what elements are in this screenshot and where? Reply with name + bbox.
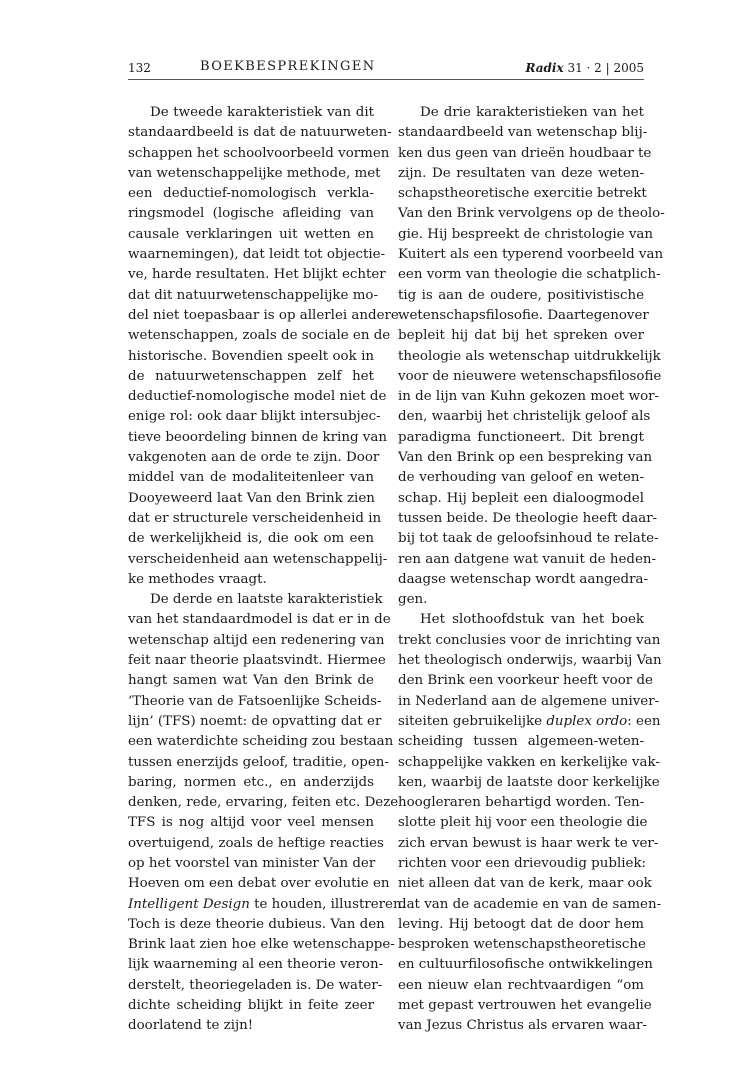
text-line: in de lijn van Kuhn gekozen moet wor-: [398, 389, 660, 405]
text-line: vakgenoten aan de orde te zijn. Door: [128, 450, 380, 466]
text-line: wetenschapsfilosofie. Daartegenover: [398, 307, 649, 323]
text-line: schap. Hij bepleit een dialoogmodel: [398, 490, 644, 506]
text-line: dat dit natuurwetenschappelijke mo-: [128, 287, 378, 303]
text-line: en cultuurfilosofische ontwikkelingen: [398, 957, 653, 973]
text-line: van Jezus Christus als ervaren waar-: [398, 1018, 647, 1034]
text-line: wetenschap altijd een redenering van: [128, 632, 385, 648]
text-line: De tweede karakteristiek van dit: [150, 105, 374, 120]
text-line: lijk waarneming al een theorie veron-: [128, 957, 384, 973]
text-line: De derde en laatste karakteristiek: [150, 592, 383, 608]
section-title: BOEKBESPREKINGEN: [200, 59, 376, 74]
text-line: bij tot taak de geloofsinhoud te relate-: [398, 531, 659, 547]
text-line: dat van de academie en van de samen-: [398, 896, 662, 912]
text-line: derstelt, theoriegeladen is. De water-: [128, 977, 383, 993]
text-line: slotte pleit hij voor een theologie die: [398, 815, 648, 831]
text-line: baring, normen etc., en anderzijds: [128, 774, 374, 790]
text-line: den Brink een voorkeur heeft voor de: [398, 673, 653, 689]
text-line: dichte scheiding blijkt in feite zeer: [128, 998, 374, 1014]
text-line: schappelijke vakken en kerkelijke vak-: [398, 754, 660, 770]
text-line: van het standaardmodel is dat er in de: [128, 612, 391, 628]
text-line: een nieuw elan rechtvaardigen “om: [398, 977, 644, 993]
text-line: gie. Hij bespreekt de christologie van: [398, 226, 654, 242]
text-line: de natuurwetenschappen zelf het: [128, 368, 374, 384]
right-column: [398, 103, 665, 1037]
journal-issue: 31 · 2 | 2005: [567, 61, 644, 75]
text-line: een deductief-nomologisch verkla-: [128, 186, 374, 202]
text-line: lijn’ (TFS) noemt: de opvatting dat er: [128, 713, 382, 729]
text-line: deductief-nomologische model niet de: [128, 389, 387, 405]
text-line: in Nederland aan de algemene univer-: [398, 693, 660, 709]
text-line: ken, waarbij de laatste door kerkelijke: [398, 774, 660, 790]
text-line: denken, rede, ervaring, feiten etc. Deze: [128, 795, 399, 811]
text-line: besproken wetenschapstheoretische: [398, 937, 646, 953]
text-line: op het voorstel van minister Van der: [128, 855, 376, 871]
italic-term: duplex ordo: [546, 713, 628, 729]
text-line: ren aan datgene wat vanuit de heden-: [398, 551, 657, 567]
text-line: schapstheoretische exercitie betrekt: [398, 186, 647, 202]
journal-reference: [525, 61, 644, 75]
journal-name: Radix: [525, 61, 564, 75]
text-line: zijn. De resultaten van deze weten-: [398, 165, 644, 181]
text-line: niet alleen dat van de kerk, maar ook: [398, 876, 652, 892]
text-line: enige rol: ook daar blijkt intersubjec-: [128, 409, 381, 425]
text-line: causale verklaringen uit wetten en: [128, 226, 374, 242]
text-line: hoogleraren behartigd worden. Ten-: [398, 795, 645, 811]
text-line: ‘Theorie van de Fatsoenlijke Scheids-: [128, 693, 382, 709]
text-line: Hoeven om een debat over evolutie en: [128, 876, 390, 892]
text-fragment: te houden, illustreren.: [249, 896, 406, 912]
text-line: met gepast vertrouwen het evangelie: [398, 998, 652, 1014]
text-line: overtuigend, zoals de heftige reacties: [128, 835, 384, 851]
text-line: verscheidenheid aan wetenschappelij-: [128, 551, 388, 567]
text-line: ve, harde resultaten. Het blijkt echter: [128, 267, 386, 283]
text-line: Van den Brink vervolgens op de theolo-: [398, 206, 665, 222]
text-line: het theologisch onderwijs, waarbij Van: [398, 653, 662, 669]
text-line: TFS is nog altijd voor veel mensen: [128, 815, 374, 831]
text-line: van wetenschappelijke methode, met: [128, 165, 381, 181]
text-line: richten voor een drievoudig publiek:: [398, 855, 647, 871]
text-line: middel van de modaliteitenleer van: [128, 470, 374, 486]
text-line: de werkelijkheid is, die ook om een: [128, 531, 374, 547]
text-line: trekt conclusies voor de inrichting van: [398, 632, 661, 648]
text-line: den, waarbij het christelijk geloof als: [398, 409, 651, 425]
text-line: feit naar theorie plaatsvindt. Hiermee: [128, 653, 386, 669]
text-fragment: siteiten gebruikelijke: [398, 713, 547, 729]
text-line: standaardbeeld is dat de natuurweten-: [128, 125, 392, 141]
text-line: De drie karakteristieken van het: [420, 105, 644, 120]
italic-term: Intelligent Design: [128, 896, 250, 912]
text-line: standaardbeeld van wetenschap blij-: [398, 125, 648, 141]
text-line: Brink laat zien hoe elke wetenschappe-: [128, 937, 395, 953]
text-line: Het slothoofdstuk van het boek: [420, 612, 644, 628]
text-line: scheiding tussen algemeen-weten-: [398, 734, 644, 750]
text-line: ken dus geen van drieën houdbaar te: [398, 145, 652, 161]
text-line: Dooyeweerd laat Van den Brink zien: [128, 490, 375, 506]
text-line: zich ervan bewust is haar werk te ver-: [398, 835, 659, 851]
text-line: tussen enerzijds geloof, traditie, open-: [128, 754, 389, 770]
text-line: tussen beide. De theologie heeft daar-: [398, 510, 658, 526]
text-line: theologie als wetenschap uitdrukkelijk: [398, 348, 661, 364]
text-line: wetenschappen, zoals de sociale en de: [128, 328, 391, 344]
text-line: de verhouding van geloof en weten-: [398, 470, 644, 486]
text-line: dat er structurele verscheidenheid in: [128, 510, 382, 526]
text-line: waarnemingen), dat leidt tot objectie-: [128, 247, 386, 263]
text-line: Kuitert als een typerend voorbeeld van: [398, 247, 664, 263]
text-line: ke methodes vraagt.: [128, 571, 267, 587]
text-line: bepleit hij dat bij het spreken over: [398, 328, 644, 344]
page-number: 132: [128, 61, 151, 75]
text-line: historische. Bovendien speelt ook in: [128, 348, 374, 364]
text-line: [398, 712, 661, 732]
text-line: Toch is deze theorie dubieus. Van den: [128, 916, 385, 932]
text-fragment: : een: [627, 713, 661, 729]
text-line: daagse wetenschap wordt aangedra-: [398, 571, 648, 587]
text-line: een waterdichte scheiding zou bestaan: [128, 734, 394, 750]
text-line: paradigma functioneert. Dit brengt: [398, 429, 644, 445]
text-line: hangt samen wat Van den Brink de: [128, 673, 374, 689]
text-line: [128, 895, 406, 915]
text-line: tieve beoordeling binnen de kring van: [128, 429, 387, 445]
left-column: [128, 103, 406, 1037]
text-line: gen.: [398, 592, 428, 608]
text-line: leving. Hij betoogt dat de door hem: [398, 916, 644, 932]
text-line: een vorm van theologie die schatplich-: [398, 267, 661, 283]
text-line: ringsmodel (logische afleiding van: [128, 206, 374, 222]
text-line: doorlatend te zijn!: [128, 1018, 254, 1034]
text-line: voor de nieuwere wetenschapsfilosofie: [398, 368, 662, 384]
running-header: [128, 57, 644, 80]
text-line: Van den Brink op een bespreking van: [398, 450, 653, 466]
text-line: tig is aan de oudere, positivistische: [398, 287, 644, 303]
text-line: schappen het schoolvoorbeeld vormen: [128, 145, 390, 161]
text-line: del niet toepasbaar is op allerlei andere: [128, 307, 399, 323]
